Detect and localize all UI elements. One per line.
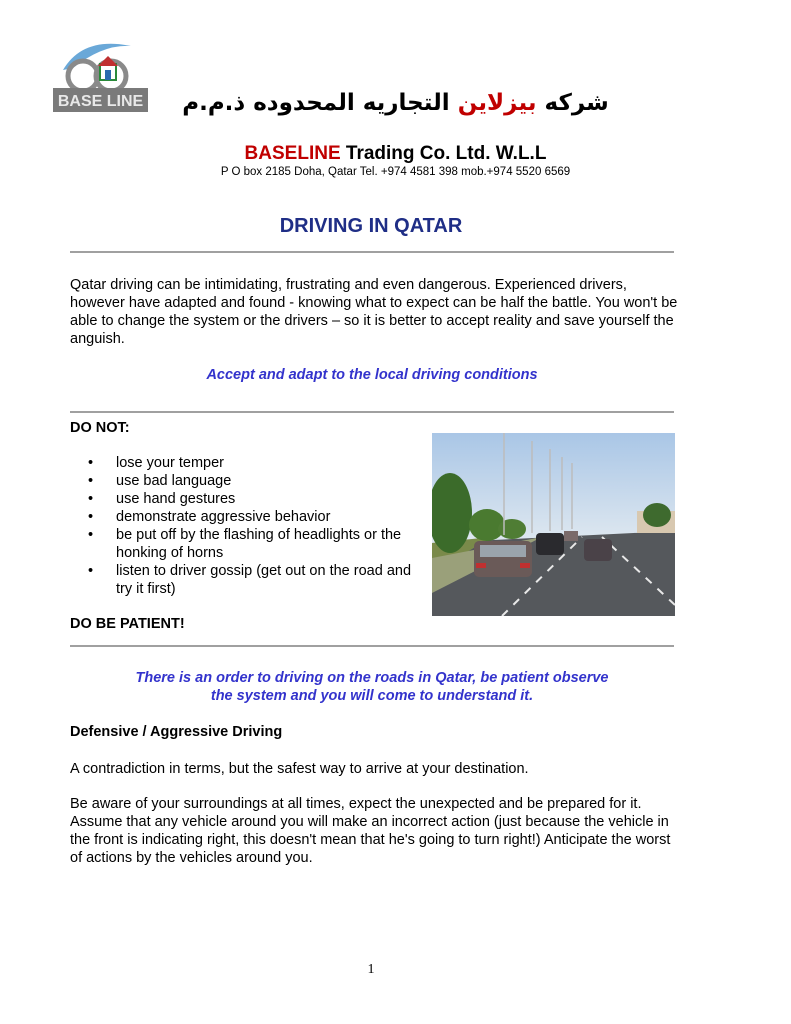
arabic-title-prefix: شركه bbox=[536, 90, 609, 116]
do-be-patient-heading: DO BE PATIENT! bbox=[70, 616, 185, 632]
callout-patience-line-2: the system and you will come to understand it. bbox=[210, 688, 534, 704]
page-number: 1 bbox=[367, 962, 375, 977]
section-heading: Defensive / Aggressive Driving bbox=[70, 724, 283, 740]
arabic-title-suffix: التجاريه المحدوده ذ.م.م bbox=[182, 90, 458, 116]
document-title: DRIVING IN QATAR bbox=[279, 215, 463, 237]
do-not-heading: DO NOT: bbox=[70, 420, 130, 436]
divider bbox=[70, 645, 674, 647]
divider bbox=[70, 411, 674, 413]
intro-paragraph: Qatar driving can be intimidating, frustrating and even dangerous. Experienced drivers, however have adapted and found - knowing what to expect can be half the battle. You won't be able to change the system or the drivers – so it is better to accept reality and save yourself the anguish. bbox=[70, 277, 678, 347]
callout-patience bbox=[70, 669, 674, 705]
list-item: • lose your temper bbox=[88, 454, 428, 472]
list-item: • be put off by the flashing of headlights or the honking of horns bbox=[88, 526, 428, 562]
callout-patience-line-1: There is an order to driving on the roads in Qatar, be patient observe bbox=[135, 670, 609, 686]
do-not-list bbox=[88, 454, 428, 598]
company-name bbox=[0, 143, 791, 165]
paragraph: Be aware of your surroundings at all times, expect the unexpected and be prepared for it. Assume that any vehicle around you will make an incorrect action (just because the vehicle in the front is indicating right, this doesn't mean that he's going to turn right!) Anticipate the worst of actions by the vehicles around you. bbox=[70, 796, 671, 866]
divider bbox=[70, 251, 674, 253]
company-name-brand: BASELINE bbox=[244, 143, 341, 164]
list-item: • use hand gestures bbox=[88, 490, 428, 508]
company-address: P O box 2185 Doha, Qatar Tel. +974 4581 398 mob.+974 5520 6569 bbox=[220, 166, 571, 178]
list-item: • demonstrate aggressive behavior bbox=[88, 508, 428, 526]
list-item: • listen to driver gossip (get out on the road and try it first) bbox=[88, 562, 428, 598]
road-photo bbox=[432, 433, 675, 616]
arabic-company-name bbox=[0, 90, 791, 116]
paragraph: A contradiction in terms, but the safest way to arrive at your destination. bbox=[70, 761, 529, 777]
company-name-rest: Trading Co. Ltd. W.L.L bbox=[340, 143, 547, 164]
callout-adapt: Accept and adapt to the local driving conditions bbox=[206, 367, 538, 383]
list-item: • use bad language bbox=[88, 472, 428, 490]
arabic-title-brand: بيزلاين bbox=[457, 90, 537, 116]
logo-text: BASE LINE bbox=[57, 93, 144, 110]
